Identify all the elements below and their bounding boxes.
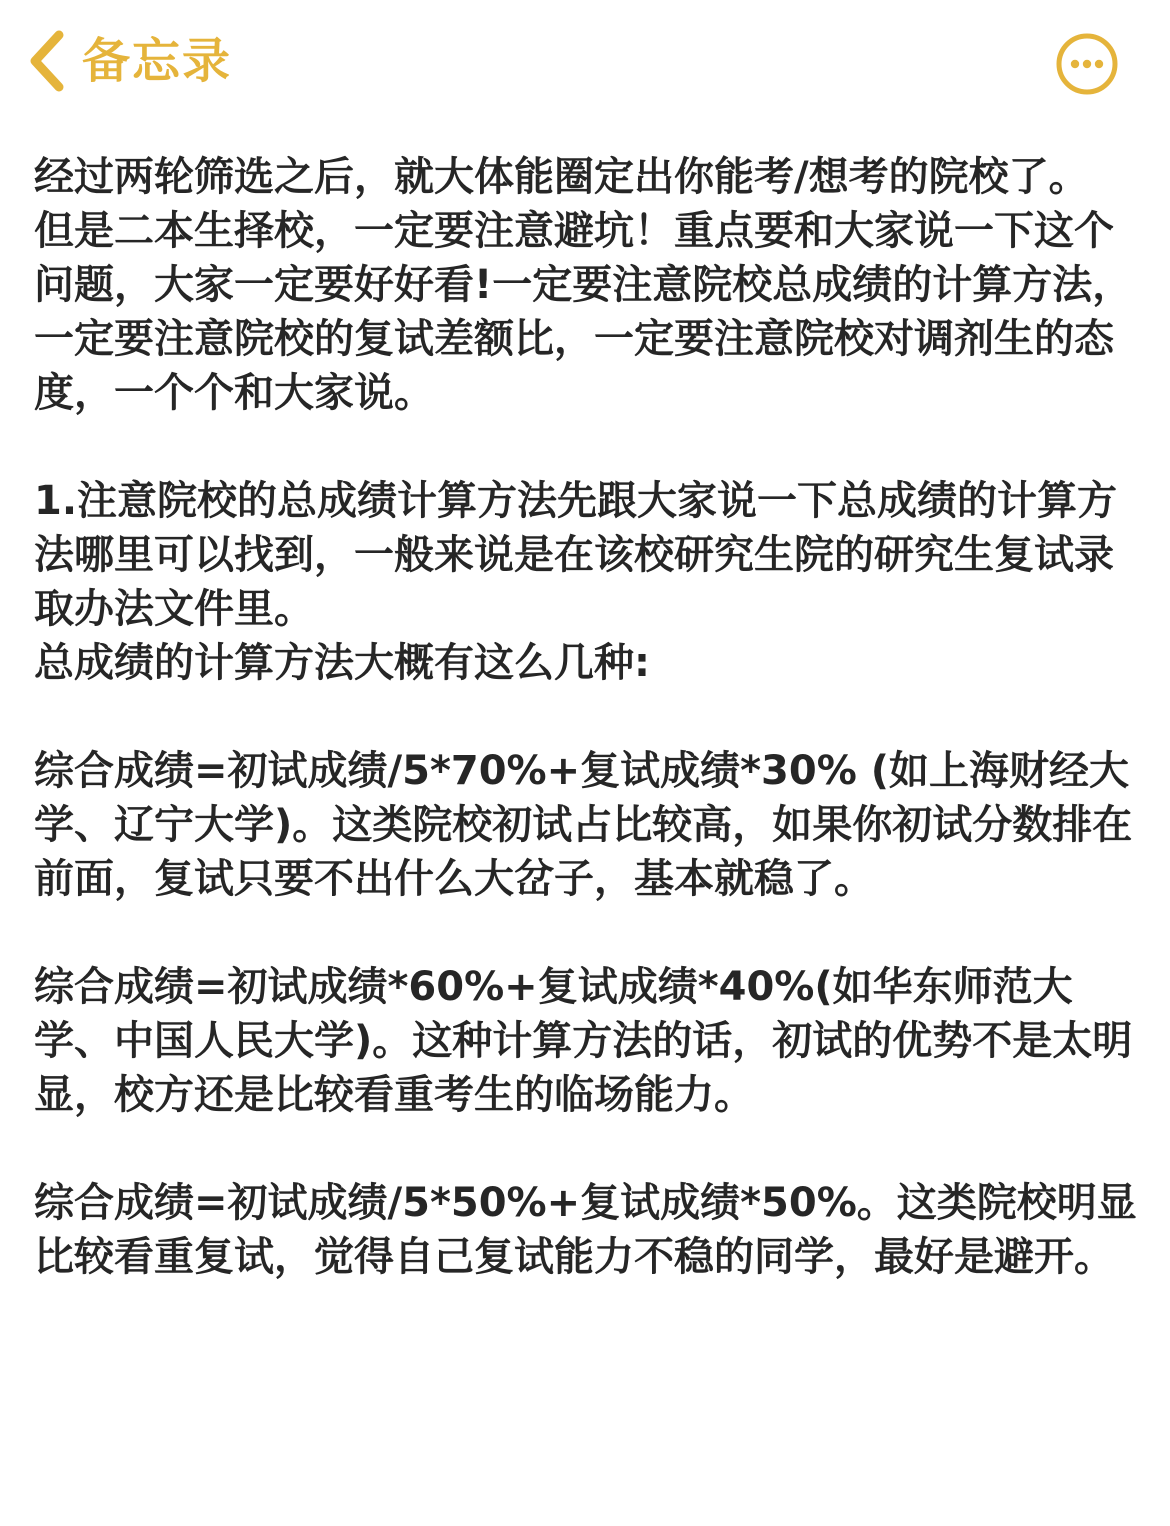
blank-line (34, 690, 1144, 744)
blank-line (34, 420, 1144, 474)
navigation-bar (0, 0, 1170, 120)
note-paragraph: 综合成绩=初试成绩/5*70%+复试成绩*30% (如上海财经大学、辽宁大学)。这类院校初试占比较高，如果你初试分数排在前面，复试只要不出什么大岔子，基本就稳了。 (34, 748, 1133, 902)
back-label: 备忘录 (82, 33, 233, 89)
note-paragraph: 综合成绩=初试成绩*60%+复试成绩*40%(如华东师范大学、中国人民大学)。这种计算方法的话，初试的优势不是太明显，校方还是比较看重考生的临场能力。 (34, 964, 1133, 1118)
note-paragraph: 综合成绩=初试成绩/5*50%+复试成绩*50%。这类院校明显比较看重复试，觉得自己复试能力不稳的同学，最好是避开。 (34, 1180, 1137, 1280)
note-paragraph: 但是二本生择校，一定要注意避坑！重点要和大家说一下这个问题，大家一定要好好看!一定要注意院校总成绩的计算方法，一定要注意院校的复试差额比，一定要注意院校对调剂生的态度，一个个和大家说。 (34, 208, 1133, 416)
note-paragraph: 1.注意院校的总成绩计算方法先跟大家说一下总成绩的计算方法哪里可以找到，一般来说是在该校研究生院的研究生复试录取办法文件里。 (34, 478, 1118, 632)
chevron-left-icon (22, 26, 72, 96)
note-body[interactable] (34, 150, 1144, 1284)
back-button[interactable] (22, 26, 232, 96)
note-paragraph: 经过两轮筛选之后，就大体能圈定出你能考/想考的院校了。 (34, 154, 1089, 200)
ellipsis-circle-icon (1055, 32, 1119, 96)
blank-line (34, 1122, 1144, 1176)
more-button[interactable] (1055, 32, 1119, 96)
note-paragraph: 总成绩的计算方法大概有这么几种: (34, 640, 650, 686)
blank-line (34, 906, 1144, 960)
